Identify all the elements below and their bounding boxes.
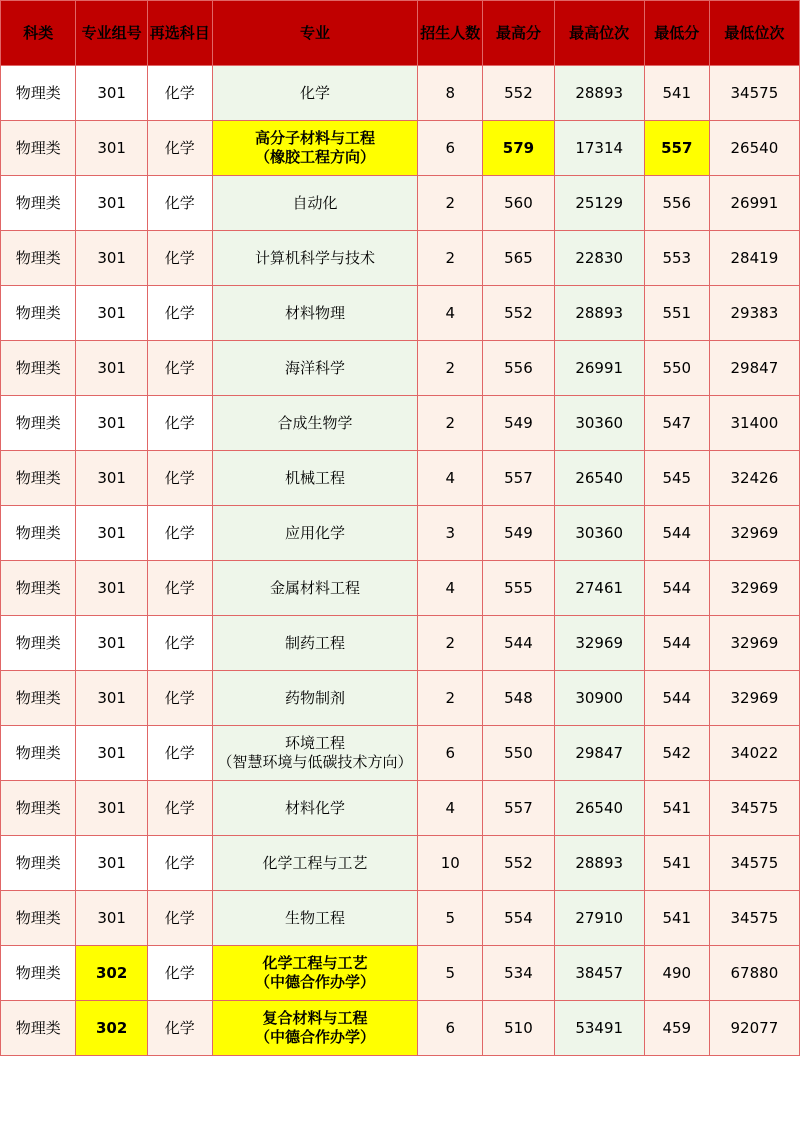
cell-subject: 化学: [147, 506, 212, 561]
cell-major: [212, 946, 418, 1001]
cell-subject: 化学: [147, 286, 212, 341]
cell-max-score: 544: [483, 616, 554, 671]
table-row: [1, 121, 800, 176]
cell-subject: 化学: [147, 781, 212, 836]
cell-max-score: 557: [483, 781, 554, 836]
cell-kelei: 物理类: [1, 66, 76, 121]
cell-major: [212, 726, 418, 781]
cell-plan: 8: [418, 66, 483, 121]
cell-max-rank: 28893: [554, 66, 644, 121]
cell-max-score: 552: [483, 836, 554, 891]
cell-min-score: 545: [644, 451, 709, 506]
cell-min-rank: 34022: [709, 726, 799, 781]
major-name: 化学: [300, 83, 331, 102]
cell-max-score: 510: [483, 1001, 554, 1056]
cell-kelei: 物理类: [1, 726, 76, 781]
cell-subject: 化学: [147, 671, 212, 726]
cell-plan: 3: [418, 506, 483, 561]
cell-plan: 2: [418, 231, 483, 286]
cell-min-score: 550: [644, 341, 709, 396]
table-row: [1, 726, 800, 781]
cell-min-rank: 32426: [709, 451, 799, 506]
cell-max-score: 550: [483, 726, 554, 781]
cell-group: 301: [76, 891, 147, 946]
cell-kelei: 物理类: [1, 176, 76, 231]
cell-major: [212, 561, 418, 616]
cell-major: [212, 231, 418, 286]
table-row: [1, 451, 800, 506]
cell-subject: 化学: [147, 176, 212, 231]
cell-subject: 化学: [147, 946, 212, 1001]
cell-group: 301: [76, 176, 147, 231]
cell-major: [212, 891, 418, 946]
cell-max-rank: 26991: [554, 341, 644, 396]
cell-min-score: 459: [644, 1001, 709, 1056]
cell-subject: 化学: [147, 121, 212, 176]
cell-subject: 化学: [147, 396, 212, 451]
cell-max-rank: 27910: [554, 891, 644, 946]
cell-major: [212, 66, 418, 121]
cell-plan: 5: [418, 891, 483, 946]
cell-min-rank: 34575: [709, 836, 799, 891]
cell-group: 301: [76, 726, 147, 781]
table-row: [1, 396, 800, 451]
major-name: 材料化学: [285, 798, 346, 817]
cell-min-rank: 26991: [709, 176, 799, 231]
cell-major: [212, 176, 418, 231]
cell-plan: 2: [418, 396, 483, 451]
cell-max-score: 552: [483, 66, 554, 121]
cell-major: [212, 616, 418, 671]
cell-min-score: 542: [644, 726, 709, 781]
column-header-min-score: 最低分: [644, 1, 709, 66]
table-row: [1, 1001, 800, 1056]
cell-group: 302: [76, 946, 147, 1001]
cell-group: 302: [76, 1001, 147, 1056]
header-row: [1, 1, 800, 66]
cell-max-rank: 25129: [554, 176, 644, 231]
cell-group: 301: [76, 506, 147, 561]
cell-subject: 化学: [147, 341, 212, 396]
cell-min-rank: 29383: [709, 286, 799, 341]
cell-max-score: 557: [483, 451, 554, 506]
cell-min-score: 544: [644, 506, 709, 561]
cell-max-rank: 38457: [554, 946, 644, 1001]
cell-plan: 6: [418, 121, 483, 176]
cell-subject: 化学: [147, 726, 212, 781]
cell-group: 301: [76, 616, 147, 671]
cell-min-rank: 29847: [709, 341, 799, 396]
cell-group: 301: [76, 121, 147, 176]
cell-plan: 4: [418, 286, 483, 341]
cell-kelei: 物理类: [1, 561, 76, 616]
cell-max-rank: 53491: [554, 1001, 644, 1056]
major-direction: （智慧环境与低碳技术方向）: [217, 753, 413, 771]
cell-major: [212, 286, 418, 341]
cell-plan: 2: [418, 671, 483, 726]
cell-min-score: 544: [644, 671, 709, 726]
cell-min-rank: 31400: [709, 396, 799, 451]
cell-min-score: 556: [644, 176, 709, 231]
cell-subject: 化学: [147, 66, 212, 121]
table-row: [1, 616, 800, 671]
cell-group: 301: [76, 396, 147, 451]
column-header-plan: 招生人数: [418, 1, 483, 66]
cell-group: 301: [76, 561, 147, 616]
major-name: 合成生物学: [277, 413, 353, 432]
cell-kelei: 物理类: [1, 231, 76, 286]
major-name: 化学工程与工艺: [262, 954, 368, 973]
table-row: [1, 946, 800, 1001]
cell-min-rank: 32969: [709, 561, 799, 616]
cell-max-rank: 26540: [554, 781, 644, 836]
cell-min-score: 544: [644, 616, 709, 671]
table-row: [1, 891, 800, 946]
cell-min-score: 541: [644, 781, 709, 836]
table-row: [1, 341, 800, 396]
column-header-min-rank: 最低位次: [709, 1, 799, 66]
cell-kelei: 物理类: [1, 121, 76, 176]
cell-subject: 化学: [147, 891, 212, 946]
cell-max-score: 552: [483, 286, 554, 341]
cell-min-rank: 92077: [709, 1001, 799, 1056]
cell-max-score: 549: [483, 506, 554, 561]
cell-major: [212, 396, 418, 451]
cell-plan: 5: [418, 946, 483, 1001]
cell-max-score: 579: [483, 121, 554, 176]
column-header-max-rank: 最高位次: [554, 1, 644, 66]
major-name: 材料物理: [285, 303, 346, 322]
cell-group: 301: [76, 66, 147, 121]
cell-major: [212, 781, 418, 836]
cell-max-score: 555: [483, 561, 554, 616]
cell-plan: 2: [418, 341, 483, 396]
cell-group: 301: [76, 451, 147, 506]
cell-min-rank: 28419: [709, 231, 799, 286]
cell-max-rank: 30360: [554, 396, 644, 451]
column-header-group: 专业组号: [76, 1, 147, 66]
cell-max-rank: 27461: [554, 561, 644, 616]
cell-major: [212, 671, 418, 726]
cell-group: 301: [76, 671, 147, 726]
table-row: [1, 286, 800, 341]
major-direction: （中德合作办学）: [255, 1028, 376, 1046]
cell-max-rank: 28893: [554, 286, 644, 341]
cell-plan: 2: [418, 176, 483, 231]
table-body: [1, 66, 800, 1056]
table-header: [1, 1, 800, 66]
cell-subject: 化学: [147, 616, 212, 671]
cell-min-rank: 34575: [709, 66, 799, 121]
cell-max-rank: 29847: [554, 726, 644, 781]
table-row: [1, 231, 800, 286]
major-direction: （中德合作办学）: [255, 973, 376, 991]
cell-max-score: 556: [483, 341, 554, 396]
major-name: 制药工程: [285, 633, 346, 652]
cell-kelei: 物理类: [1, 671, 76, 726]
major-name: 化学工程与工艺: [262, 853, 368, 872]
major-name: 环境工程: [285, 734, 346, 753]
cell-plan: 2: [418, 616, 483, 671]
cell-major: [212, 506, 418, 561]
major-name: 机械工程: [285, 468, 346, 487]
cell-plan: 4: [418, 561, 483, 616]
cell-subject: 化学: [147, 231, 212, 286]
cell-kelei: 物理类: [1, 836, 76, 891]
column-header-subject: 再选科目: [147, 1, 212, 66]
major-name: 复合材料与工程: [262, 1009, 368, 1028]
cell-min-rank: 32969: [709, 616, 799, 671]
cell-max-rank: 30360: [554, 506, 644, 561]
cell-major: [212, 451, 418, 506]
table-row: [1, 66, 800, 121]
cell-group: 301: [76, 781, 147, 836]
cell-kelei: 物理类: [1, 396, 76, 451]
column-header-kelei: 科类: [1, 1, 76, 66]
cell-kelei: 物理类: [1, 781, 76, 836]
cell-plan: 6: [418, 726, 483, 781]
major-name: 生物工程: [285, 908, 346, 927]
table-row: [1, 781, 800, 836]
cell-kelei: 物理类: [1, 891, 76, 946]
major-name: 海洋科学: [285, 358, 346, 377]
major-name: 应用化学: [285, 523, 346, 542]
cell-subject: 化学: [147, 451, 212, 506]
cell-group: 301: [76, 286, 147, 341]
cell-max-score: 554: [483, 891, 554, 946]
cell-max-rank: 26540: [554, 451, 644, 506]
table-row: [1, 836, 800, 891]
cell-max-rank: 30900: [554, 671, 644, 726]
cell-kelei: 物理类: [1, 946, 76, 1001]
cell-kelei: 物理类: [1, 616, 76, 671]
cell-min-rank: 32969: [709, 506, 799, 561]
cell-min-score: 541: [644, 66, 709, 121]
cell-max-rank: 32969: [554, 616, 644, 671]
cell-subject: 化学: [147, 1001, 212, 1056]
cell-major: [212, 341, 418, 396]
cell-group: 301: [76, 231, 147, 286]
cell-max-score: 548: [483, 671, 554, 726]
cell-min-score: 551: [644, 286, 709, 341]
cell-min-score: 547: [644, 396, 709, 451]
cell-max-rank: 28893: [554, 836, 644, 891]
major-name: 高分子材料与工程: [255, 129, 376, 148]
cell-max-score: 549: [483, 396, 554, 451]
cell-max-score: 534: [483, 946, 554, 1001]
cell-kelei: 物理类: [1, 341, 76, 396]
cell-kelei: 物理类: [1, 451, 76, 506]
major-name: 金属材料工程: [270, 578, 361, 597]
column-header-max-score: 最高分: [483, 1, 554, 66]
cell-min-rank: 67880: [709, 946, 799, 1001]
cell-plan: 6: [418, 1001, 483, 1056]
cell-kelei: 物理类: [1, 506, 76, 561]
column-header-major: 专业: [212, 1, 418, 66]
cell-min-score: 541: [644, 891, 709, 946]
cell-kelei: 物理类: [1, 1001, 76, 1056]
cell-min-score: 553: [644, 231, 709, 286]
cell-subject: 化学: [147, 561, 212, 616]
cell-plan: 10: [418, 836, 483, 891]
cell-subject: 化学: [147, 836, 212, 891]
cell-min-rank: 32969: [709, 671, 799, 726]
cell-group: 301: [76, 341, 147, 396]
major-direction: （橡胶工程方向）: [255, 148, 376, 166]
cell-group: 301: [76, 836, 147, 891]
table-row: [1, 506, 800, 561]
cell-min-score: 544: [644, 561, 709, 616]
major-name: 自动化: [292, 193, 338, 212]
cell-min-rank: 34575: [709, 781, 799, 836]
cell-min-rank: 26540: [709, 121, 799, 176]
cell-min-rank: 34575: [709, 891, 799, 946]
cell-min-score: 541: [644, 836, 709, 891]
cell-max-score: 565: [483, 231, 554, 286]
cell-plan: 4: [418, 451, 483, 506]
cell-kelei: 物理类: [1, 286, 76, 341]
cell-min-score: 557: [644, 121, 709, 176]
table-row: [1, 561, 800, 616]
cell-major: [212, 836, 418, 891]
cell-min-score: 490: [644, 946, 709, 1001]
cell-max-score: 560: [483, 176, 554, 231]
cell-major: [212, 1001, 418, 1056]
table-row: [1, 176, 800, 231]
cell-max-rank: 22830: [554, 231, 644, 286]
major-name: 计算机科学与技术: [255, 248, 376, 267]
cell-major: [212, 121, 418, 176]
major-name: 药物制剂: [285, 688, 346, 707]
cell-plan: 4: [418, 781, 483, 836]
table-row: [1, 671, 800, 726]
cell-max-rank: 17314: [554, 121, 644, 176]
